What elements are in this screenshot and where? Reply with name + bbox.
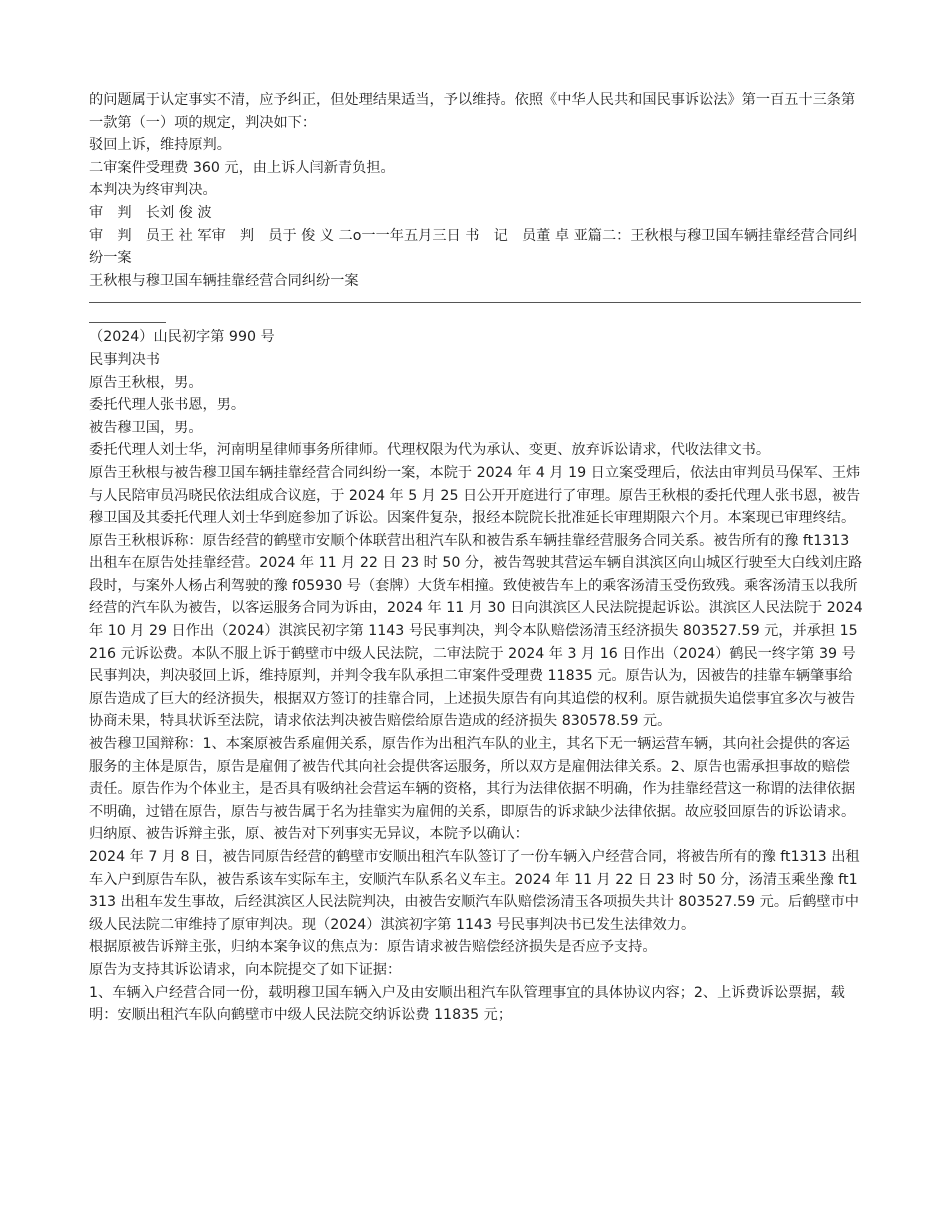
paragraph-defendant-defense: 被告穆卫国辩称：1、本案原被告系雇佣关系，原告作为出租汽车队的业主，其名下无一辆运营车辆，其向社会提供的客运服务的主体是原告，原告是雇佣了被告代其向社会提供客运服务，所以双方是雇佣法律关系。2、原告也需承担事故的赔偿责任。原告作为个体业主，是否具有吸纳社会营运车辆的资格，其行为法律依据不明确，作为挂靠经营这一称谓的法律依据不明确，过错在原告，原告与被告属于名为挂靠实为雇佣的关系，即原告的诉求缺少法律依据。故应驳回原告的诉讼请求。 [89, 736, 856, 820]
separator-short-line [89, 322, 166, 323]
paragraph-plaintiff: 原告王秋根，男。 [89, 374, 203, 391]
document-title: 民事判决书 [89, 351, 160, 368]
paragraph-appeal-fee: 二审案件受理费 360 元，由上诉人闫新青负担。 [89, 159, 395, 176]
paragraph-evidence-intro: 原告为支持其诉讼请求，向本院提交了如下证据： [89, 961, 402, 978]
separator-line [89, 302, 861, 303]
paragraph-defendant-agent: 委托代理人刘士华，河南明星律师事务所律师。代理权限为代为承认、变更、放弃诉讼请求，代收法律文书。 [89, 442, 771, 459]
paragraph-case-acceptance: 原告王秋根与被告穆卫国车辆挂靠经营合同纠纷一案，本院于 2024 年 4 月 19 日立案受理后，依法由审判员马保军、王炜与人民陪审员冯晓民依法组成合议庭，于 2024 年 5 月 25 日公开开庭进行了审理。原告王秋根的委托代理人张书恩，被告穆卫国及其委托代理人刘士华到庭参加了诉讼。因案件复杂，报经本院院长批准延长审理期限六个月。本案现已审理终结。 [89, 464, 861, 527]
paragraph-defendant: 被告穆卫国，男。 [89, 419, 203, 436]
paragraph-judgment-basis: 的问题属于认定事实不清，应予纠正，但处理结果适当，予以维持。依照《中华人民共和国民事诉讼法》第一百五十三条第一款第（一）项的规定，判决如下： [89, 92, 856, 131]
case-number: （2024）山民初字第 990 号 [89, 329, 275, 346]
paragraph-final-judgment: 本判决为终审判决。 [89, 182, 217, 199]
paragraph-plaintiff-claim: 原告王秋根诉称：原告经营的鹤壁市安顺个体联营出租汽车队和被告系车辆挂靠经营服务合同关系。被告所有的豫 ft1313 出租车在原告处挂靠经营。2024 年 11 月 22 日 23 时 50 分，被告驾驶其营运车辆自淇滨区向山城区行驶至大白线刘庄路段时，与案外人杨占利驾驶的豫 f05930 号（套牌）大货车相撞。致使被告车上的乘客汤清玉受伤致残。乘客汤清玉以我所经营的汽车队为被告，以客运服务合同为诉由，2024 年 11 月 30 日向淇滨区人民法院提起诉讼。淇滨区人民法院于 2024 年 10 月 29 日作出（2024）淇滨民初字第 1143 号民事判决，判令本队赔偿汤清玉经济损失 803527.59 元，并承担 15216 元诉讼费。本队不服上诉于鹤壁市中级人民法院，二审法院于 2024 年 3 月 16 日作出（2024）鹤民一终字第 39 号民事判决，判决驳回上诉，维持原判，并判令我车队承担二审案件受理费 11835 元。原告认为，因被告的挂靠车辆肇事给原告造成了巨大的经济损失，根据双方签订的挂靠合同，上述损失原告有向其追偿的权利。原告就损失追偿事宜多次与被告协商未果，特具状诉至法院，请求依法判决被告赔偿给原告造成的经济损失 830578.59 元。 [89, 532, 863, 730]
paragraph-dispute-focus: 根据原被告诉辩主张，归纳本案争议的焦点为：原告请求被告赔偿经济损失是否应予支持。 [89, 939, 657, 956]
paragraph-evidence-list: 1、车辆入户经营合同一份，载明穆卫国车辆入户及由安顺出租汽车队管理事宜的具体协议内容；2、上诉费诉讼票据，载明：安顺出租汽车队向鹤壁市中级人民法院交纳诉讼费 11835 元； [89, 984, 845, 1024]
paragraph-verdict: 驳回上诉，维持原判。 [89, 137, 231, 154]
paragraph-presiding-judge: 审 判 长刘 俊 波 [89, 204, 212, 221]
paragraph-signatures: 审 判 员王 社 军审 判 员于 俊 义 二o一一年五月三日 书 记 员董 卓 亚篇二：王秋根与穆卫国车辆挂靠经营合同纠纷一案 [89, 227, 858, 267]
document-content [89, 89, 864, 1027]
paragraph-plaintiff-agent: 委托代理人张书恩，男。 [89, 397, 246, 414]
paragraph-undisputed-facts: 2024 年 7 月 8 日，被告同原告经营的鹤壁市安顺出租汽车队签订了一份车辆入户经营合同，将被告所有的豫 ft1313 出租车入户到原告车队，被告系该车实际车主，安顺汽车队系名义车主。2024 年 11 月 22 日 23 时 50 分，汤清玉乘坐豫 ft1313 出租车发生事故，后经淇滨区人民法院判决，由被告安顺汽车队赔偿汤清玉各项损失共计 803527.59 元。后鹤壁市中级人民法院二审维持了原审判决。现（2024）淇滨初字第 1143 号民事判决书已发生法律效力。 [89, 849, 860, 933]
paragraph-second-case-title: 王秋根与穆卫国车辆挂靠经营合同纠纷一案 [89, 272, 359, 289]
paragraph-summary-intro: 归纳原、被告诉辩主张，原、被告对下列事实无异议，本院予以确认： [89, 826, 529, 843]
